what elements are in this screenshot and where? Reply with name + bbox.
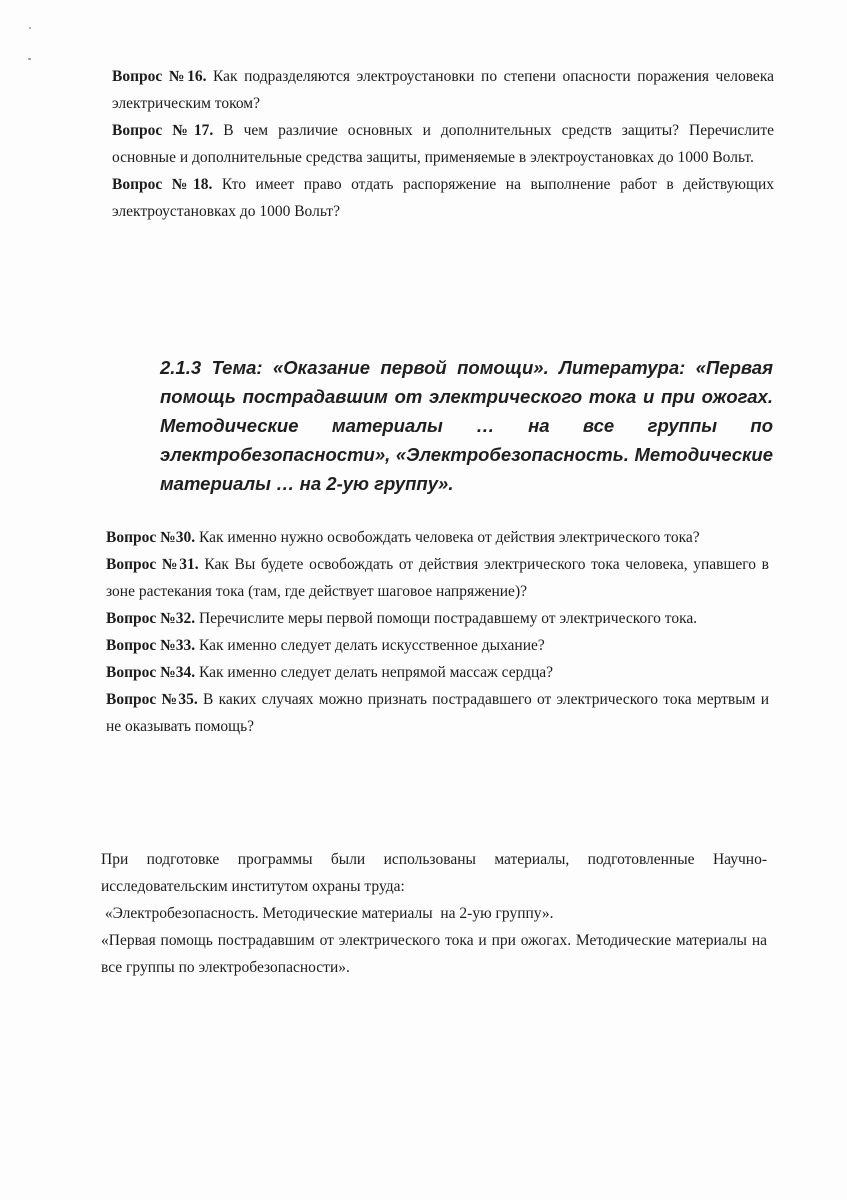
question-label: Вопрос №32. <box>106 610 196 627</box>
question-35 <box>106 686 769 740</box>
question-label: Вопрос №33. <box>106 637 196 654</box>
question-31 <box>106 551 769 605</box>
question-16 <box>112 63 774 117</box>
closing-intro: При подготовке программы были использованы материалы, подготовленные Научно-исследовательским институтом охраны труда: <box>101 851 767 895</box>
question-text: Перечислите меры первой помощи пострадавшему от электрического тока. <box>195 610 698 627</box>
question-32 <box>106 605 769 632</box>
questions-block-first-aid <box>106 524 769 740</box>
question-text: Как подразделяются электроустановки по степени опасности поражения человека электрическим током? <box>112 68 774 112</box>
closing-source-1: «Электробезопасность. Методические материалы на 2-ую группу». <box>101 905 554 922</box>
question-text: В чем различие основных и дополнительных средств защиты? Перечислите основные и дополнительные средства защиты, применяемые в электроустановках до 1000 Вольт. <box>112 122 774 166</box>
question-text: Кто имеет право отдать распоряжение на выполнение работ в действующих электроустановках до 1000 Вольт? <box>112 176 774 220</box>
scan-speck <box>28 58 31 60</box>
question-text: Как именно следует делать искусственное дыхание? <box>195 637 545 654</box>
question-label: Вопрос №16. <box>112 68 207 85</box>
question-label: Вопрос №30. <box>106 529 196 546</box>
question-17 <box>112 117 774 171</box>
section-heading: 2.1.3 Тема: «Оказание первой помощи». Литература: «Первая помощь пострадавшим от электрического тока и при ожогах. Методические материалы … на все группы по электробезопасности», «Электробезопасность. Методические материалы … на 2-ую группу». <box>160 357 773 494</box>
questions-block-top <box>112 63 774 225</box>
question-30 <box>106 524 769 551</box>
closing-note <box>101 846 767 981</box>
question-text: Как Вы будете освобождать от действия электрического тока человека, упавшего в зоне растекания тока (там, где действует шаговое напряжение)? <box>106 556 769 600</box>
scan-speck <box>29 27 31 29</box>
question-34 <box>106 659 769 686</box>
question-18 <box>112 171 774 225</box>
question-33 <box>106 632 769 659</box>
question-label: Вопрос №31. <box>106 556 199 573</box>
question-label: Вопрос №18. <box>112 176 213 193</box>
question-label: Вопрос №34. <box>106 664 196 681</box>
question-label: Вопрос №17. <box>112 122 214 139</box>
question-text: В каких случаях можно признать пострадавшего от электрического тока мертвым и не оказывать помощь? <box>106 691 769 735</box>
question-label: Вопрос №35. <box>106 691 198 708</box>
question-text: Как именно следует делать непрямой массаж сердца? <box>195 664 554 681</box>
question-text: Как именно нужно освобождать человека от действия электрического тока? <box>195 529 700 546</box>
closing-source-2: «Первая помощь пострадавшим от электрического тока и при ожогах. Методические материалы на все группы по электробезопасности». <box>101 932 767 976</box>
